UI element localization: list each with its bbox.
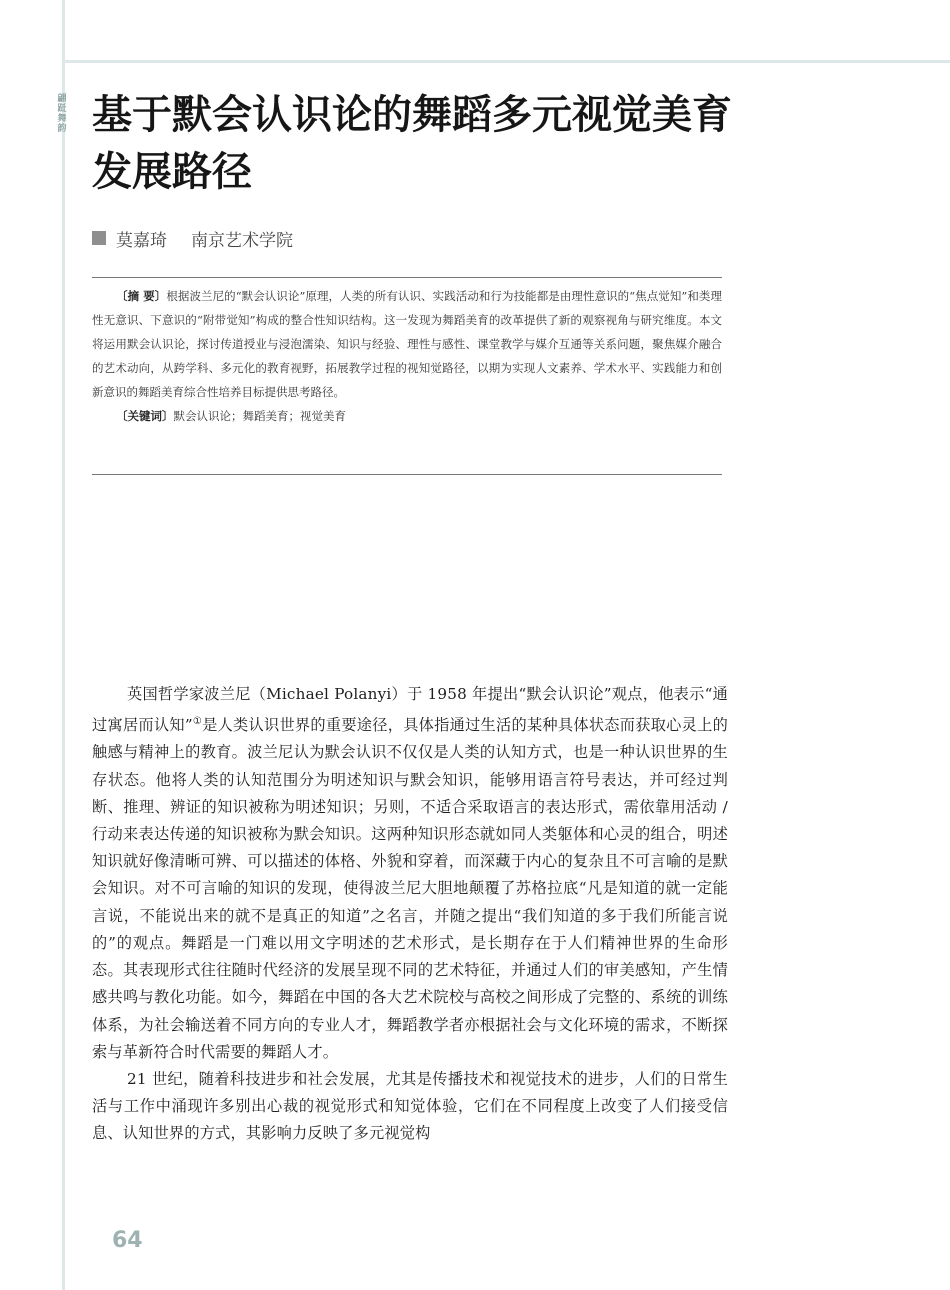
article-body (92, 681, 728, 1148)
body-paragraph-2: 21 世纪，随着科技进步和社会发展，尤其是传播技术和视觉技术的进步，人们的日常生活与工作中涌现许多别出心裁的视觉形式和知觉体验，它们在不同程度上改变了人们接受信息、认知世界的方式，其影响力反映了多元视觉构 (92, 1069, 728, 1143)
margin-vertical-rule (62, 0, 65, 1290)
paragraph-1-part-1: 英国哲学家波兰尼（Michael Polanyi）于 1958 年提出“默会认识论”观点，他表示“通过寓居而认知” (92, 685, 728, 735)
keywords (92, 404, 722, 428)
keywords-text: 默会认识论；舞蹈美育；视觉美育 (173, 409, 346, 423)
footnote-marker[interactable]: ① (192, 716, 203, 728)
keywords-label: 〔关键词〕 (116, 409, 174, 423)
paragraph-1-part-2: 是人类认识世界的重要途径，具体指通过生活的某种具体状态而获取心灵上的触感与精神上的教育。波兰尼认为默会认识不仅仅是人类的认知方式，也是一种认识世界的生存状态。他将人类的认知范围分为明述知识与默会知识，能够用语言符号表达，并可经过判断、推理、辨证的知识被称为明述知识；另则，不适合采取语言的表达形式，需依靠用活动 / 行动来表达传递的知识被称为默会知识。这两种知识形态就如同人类躯体和心灵的组合，明述知识就好像清晰可辨、可以描述的体格、外貌和穿着，而深藏于内心的复杂且不可言喻的是默会知识。对不可言喻的知识的发现，使得波兰尼大胆地颠覆了苏格拉底“凡是知道的就一定能言说，不能说出来的就不是真正的知道”之名言，并随之提出“我们知道的多于我们所能言说的”的观点。舞蹈是一门难以用文字明述的艺术形式，是长期存在于人们精神世界的生命形态。其表现形式往往随时代经济的发展呈现不同的艺术特征，并通过人们的审美感知，产生情感共鸣与教化功能。如今，舞蹈在中国的各大艺术院校与高校之间形成了完整的、系统的训练体系，为社会输送着不同方向的专业人才，舞蹈教学者亦根据社会与文化环境的需求，不断探索与革新符合时代需要的舞蹈人才。 (92, 716, 728, 1061)
abstract (92, 284, 722, 404)
square-bullet-icon (92, 231, 106, 245)
header-horizontal-rule (65, 60, 950, 63)
author-affiliation: 南京艺术学院 (191, 230, 293, 251)
page-number: 64 (112, 1228, 143, 1253)
article-title (92, 86, 852, 200)
title-line-2: 发展路径 (92, 148, 252, 195)
abstract-box (92, 277, 722, 475)
title-line-1: 基于默会认识论的舞蹈多元视觉美育 (92, 91, 732, 138)
author-name: 莫嘉琦 (116, 230, 167, 251)
author-line (92, 226, 293, 250)
section-tag: 翩跹舞韵 (57, 94, 67, 134)
abstract-text: 根据波兰尼的“默会认识论”原理，人类的所有认识、实践活动和行为技能都是由理性意识的“焦点觉知”和类理性无意识、下意识的“附带觉知”构成的整合性知识结构。这一发现为舞蹈美育的改革提供了新的观察视角与研究维度。本文将运用默会认识论，探讨传道授业与浸泡濡染、知识与经验、理性与感性、课堂教学与媒介互通等关系问题，聚焦媒介融合的艺术动向，从跨学科、多元化的教育视野，拓展教学过程的视知觉路径，以期为实现人文素养、学术水平、实践能力和创新意识的舞蹈美育综合性培养目标提供思考路径。 (92, 289, 722, 399)
abstract-label: 〔摘 要〕 (116, 289, 167, 303)
body-paragraph-1 (92, 681, 728, 1066)
